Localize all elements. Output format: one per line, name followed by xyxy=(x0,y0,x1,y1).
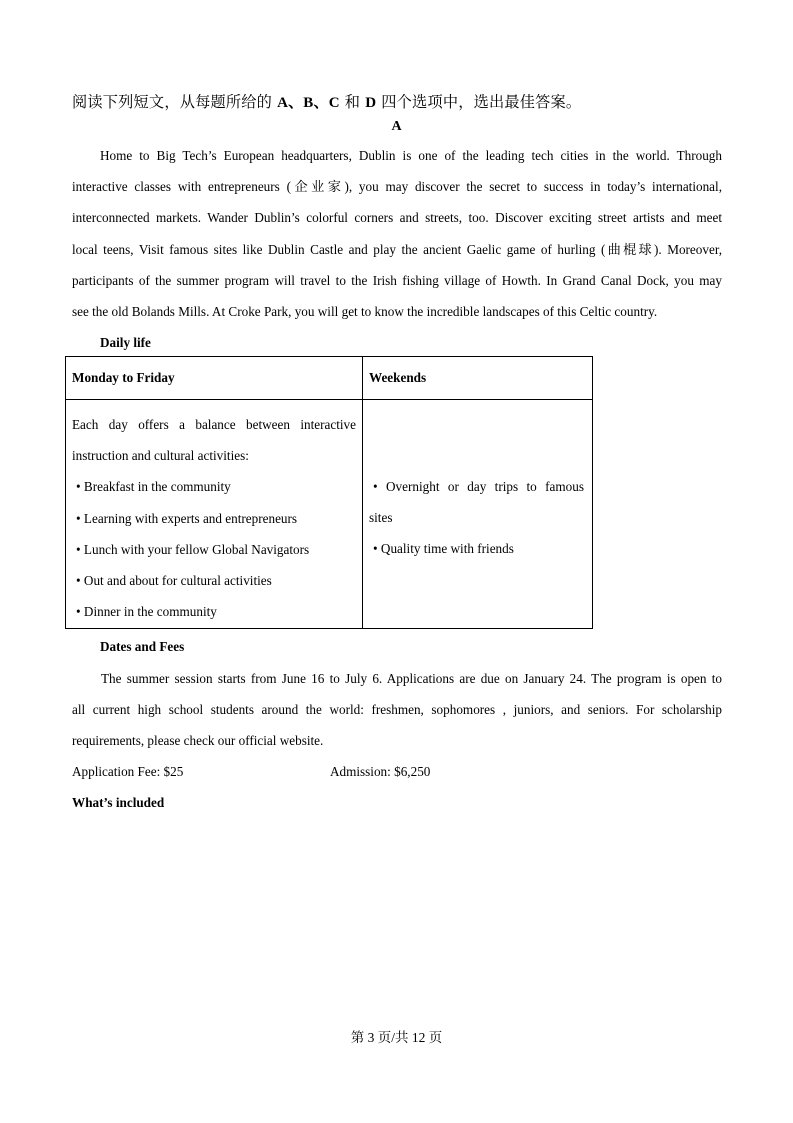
list-item: • Overnight or day trips to famous xyxy=(369,471,584,502)
list-item: • Quality time with friends xyxy=(369,533,584,564)
weekday-intro-line: instruction and cultural activities: xyxy=(72,448,249,464)
list-item: • Dinner in the community xyxy=(72,596,356,627)
weekday-cell xyxy=(66,400,363,629)
instruction-line xyxy=(72,91,581,112)
instruction-text-3: 四个选项中，选出最佳答案。 xyxy=(376,93,582,111)
daily-life-heading: Daily life xyxy=(100,335,151,350)
dates-line: The summer session starts from June 16 to July 6. Applications are due on January 24. The program is open to xyxy=(101,671,722,686)
page-number-footer: 第 3 页/共 12 页 xyxy=(350,1030,443,1045)
intro-line: Home to Big Tech’s European headquarters, Dublin is one of the leading tech cities in the world. Through xyxy=(100,148,722,163)
header-weekends: Weekends xyxy=(363,357,593,400)
bullet-icon xyxy=(76,604,84,619)
intro-line: see the old Bolands Mills. At Croke Park, you will get to know the incredible landscapes of this Celtic country. xyxy=(72,304,658,320)
instruction-letter-d: D xyxy=(365,95,377,111)
weekend-cell xyxy=(363,400,593,629)
intro-line: interconnected markets. Wander Dublin’s colorful corners and streets, too. Discover exciting street artists and meet xyxy=(72,210,722,226)
bullet-icon xyxy=(76,479,84,494)
bullet-icon xyxy=(373,541,381,556)
list-item: • Learning with experts and entrepreneurs xyxy=(72,503,356,534)
list-item: • Breakfast in the community xyxy=(72,471,356,502)
list-item: • Lunch with your fellow Global Navigators xyxy=(72,534,356,565)
dates-fees-paragraph xyxy=(72,663,722,757)
weekday-intro-line: Each day offers a balance between interactive xyxy=(72,417,356,432)
intro-line: interactive classes with entrepreneurs (企业家), you may discover the secret to success in today’s international, xyxy=(72,179,722,195)
intro-paragraph xyxy=(72,140,722,327)
table-header-row xyxy=(66,357,593,400)
bullet-icon xyxy=(373,479,386,494)
bullet-icon xyxy=(76,573,84,588)
header-monday-to-friday: Monday to Friday xyxy=(66,357,363,400)
dates-line: requirements, please check our official website. xyxy=(72,733,324,749)
instruction-text-2: 和 xyxy=(339,93,366,111)
daily-life-table xyxy=(65,356,593,629)
instruction-text-1: 阅读下列短文，从每题所给的 xyxy=(72,93,278,111)
list-item: • Out and about for cultural activities xyxy=(72,565,356,596)
intro-line: participants of the summer program will travel to the Irish fishing village of Howth. In Grand Canal Dock, you may xyxy=(72,272,722,288)
admission-fee: Admission: $6,250 xyxy=(330,764,431,779)
bullet-icon xyxy=(76,542,84,557)
table-body-row xyxy=(66,400,593,629)
section-label: A xyxy=(391,119,402,134)
intro-line: local teens, Visit famous sites like Dublin Castle and play the ancient Gaelic game of hurling (曲棍球). Moreover, xyxy=(72,241,722,257)
dates-line: all current high school students around the world: freshmen, sophomores , juniors, and seniors. For scholarship xyxy=(72,702,722,718)
dates-fees-heading: Dates and Fees xyxy=(100,639,185,654)
application-fee: Application Fee: $25 xyxy=(72,764,184,779)
list-item-continuation: sites xyxy=(369,510,393,526)
instruction-letters: A、B、C xyxy=(277,95,340,111)
bullet-icon xyxy=(76,511,84,526)
whats-included-heading: What’s included xyxy=(72,795,165,810)
